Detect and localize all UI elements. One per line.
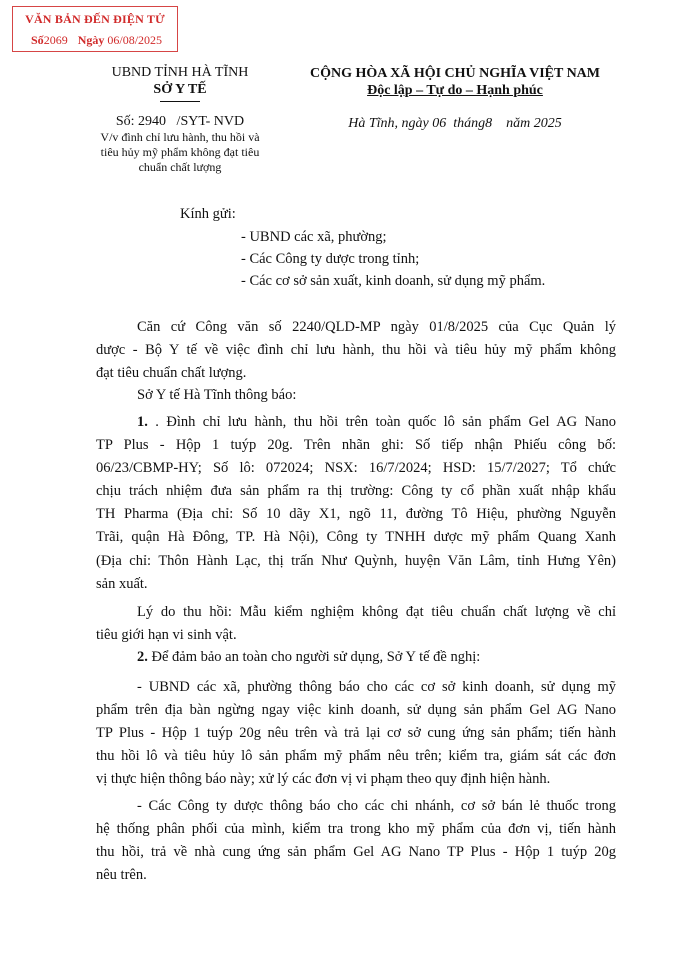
paragraph-line: Căn cứ Công văn số 2240/QLD-MP ngày 01/8/2025 của Cục Quản lý [137,319,616,335]
paragraph-line: vị thực hiện thông báo này; xử lý các đơn vị vi phạm theo quy định hiện hành. [96,771,551,788]
department-underline [160,101,200,102]
recipient-item: - UBND các xã, phường; [241,229,387,245]
subject-line: tiêu hủy mỹ phẩm không đạt tiêu [100,145,260,159]
paragraph-line: hệ thống phân phối của mình, kiểm tra trong kho mỹ phẩm của đơn vị, tiến hành [96,821,616,838]
document-number: Số: 2940 /SYT- NVD [115,114,245,129]
paragraph-line: sản xuất. [96,575,148,592]
stamp-number-value: 2069 [43,33,68,47]
paragraph-line: Lý do thu hồi: Mẫu kiểm nghiệm không đạt tiêu chuẩn chất lượng về chỉ [137,604,616,620]
subject-line: V/v đình chỉ lưu hành, thu hồi và [100,130,260,144]
stamp-number-date [31,33,162,48]
subject-line: chuẩn chất lượng [138,160,222,174]
paragraph-line: (Địa chỉ: Thôn Hành Lạc, thị trấn Như Quỳnh, huyện Văn Lâm, tỉnh Hưng Yên) [96,552,616,569]
request-2-paragraph [96,795,616,887]
stamp-date-label: Ngày [77,33,105,47]
item-number: 1. [137,414,148,430]
stamp-title: VĂN BẢN ĐẾN ĐIỆN TỬ [25,12,165,26]
paragraph-line: nêu trên. [96,867,147,884]
incoming-document-stamp [12,6,178,52]
item-2-heading [137,649,480,666]
paragraph-line: 06/23/CBMP-HY; Số lô: 072024; NSX: 16/7/2024; HSD: 15/7/2027; Tổ chức [96,460,616,477]
item-number: 2. [137,649,148,665]
issuing-authority: UBND TỈNH HÀ TĨNH [111,65,249,80]
item-2-text: Để đảm bảo an toàn cho người sử dụng, Sở Y tế đề nghị: [147,649,481,665]
paragraph-line: TP Plus - Hộp 1 tuýp 20g nêu trên và trả lại cơ sở cung ứng sản phẩm; tiến hành [96,725,616,742]
item-1-paragraph [96,411,616,596]
paragraph-line: . Đình chỉ lưu hành, thu hồi trên toàn quốc lô sản phẩm Gel AG Nano [147,414,616,430]
place-date: Hà Tĩnh, ngày 06 tháng8 năm 2025 [348,116,562,131]
paragraph-line: - Các Công ty dược thông báo cho các chi nhánh, cơ sở bán lẻ thuốc trong [137,798,616,814]
announcement: Sở Y tế Hà Tĩnh thông báo: [137,387,297,403]
reason-paragraph [96,601,616,647]
paragraph-line: dược - Bộ Y tế về việc đình chỉ lưu hành, thu hồi và tiêu hủy mỹ phẩm không [96,342,616,359]
paragraph-line: thu hồi, trả về nhà cung ứng sản phẩm Gel AG Nano TP Plus - Hộp 1 tuýp 20g [96,844,616,861]
request-1-paragraph [96,676,616,791]
paragraph-line: TH Pharma (Địa chỉ: Số 10 dãy X1, ngõ 11, đường Tô Hiệu, phường Nguyễn [96,506,616,523]
national-motto: Độc lập – Tự do – Hạnh phúc [367,83,543,98]
paragraph-line: tiêu giới hạn vi sinh vật. [96,627,237,644]
paragraph-line: đạt tiêu chuẩn chất lượng. [96,365,247,382]
stamp-date-value: 06/08/2025 [107,33,163,47]
paragraph-line: chịu trách nhiệm đưa sản phẩm ra thị trường: Công ty cổ phần xuất nhập khẩu [96,483,616,500]
greeting: Kính gửi: [180,206,236,222]
paragraph-line: thu hồi lô và tiêu hủy lô sản phẩm mỹ phẩm nêu trên; kiểm tra, giám sát các đơn [96,748,616,765]
intro-paragraph [96,316,616,385]
issuing-department: SỞ Y TẾ [153,82,207,97]
document-subject [90,130,270,175]
paragraph-line: TP Plus - Hộp 1 tuýp 20g. Trên nhãn ghi: Số tiếp nhận Phiếu công bố: [96,437,616,454]
stamp-number-label: Số [31,33,44,47]
paragraph-line: - UBND các xã, phường thông báo cho các cơ sở kinh doanh, sử dụng mỹ [137,679,616,695]
recipient-item: - Các Công ty dược trong tỉnh; [241,251,420,267]
paragraph-line: phẩm trên địa bàn ngừng ngay việc kinh doanh, sử dụng sản phẩm Gel AG Nano [96,702,616,719]
paragraph-line: Trãi, quận Hà Đông, TP. Hà Nội), Công ty TNHH dược mỹ phẩm Quang Xanh [96,529,616,546]
recipient-item: - Các cơ sở sản xuất, kinh doanh, sử dụng mỹ phẩm. [241,273,546,289]
national-title: CỘNG HÒA XÃ HỘI CHỦ NGHĨA VIỆT NAM [309,66,600,81]
